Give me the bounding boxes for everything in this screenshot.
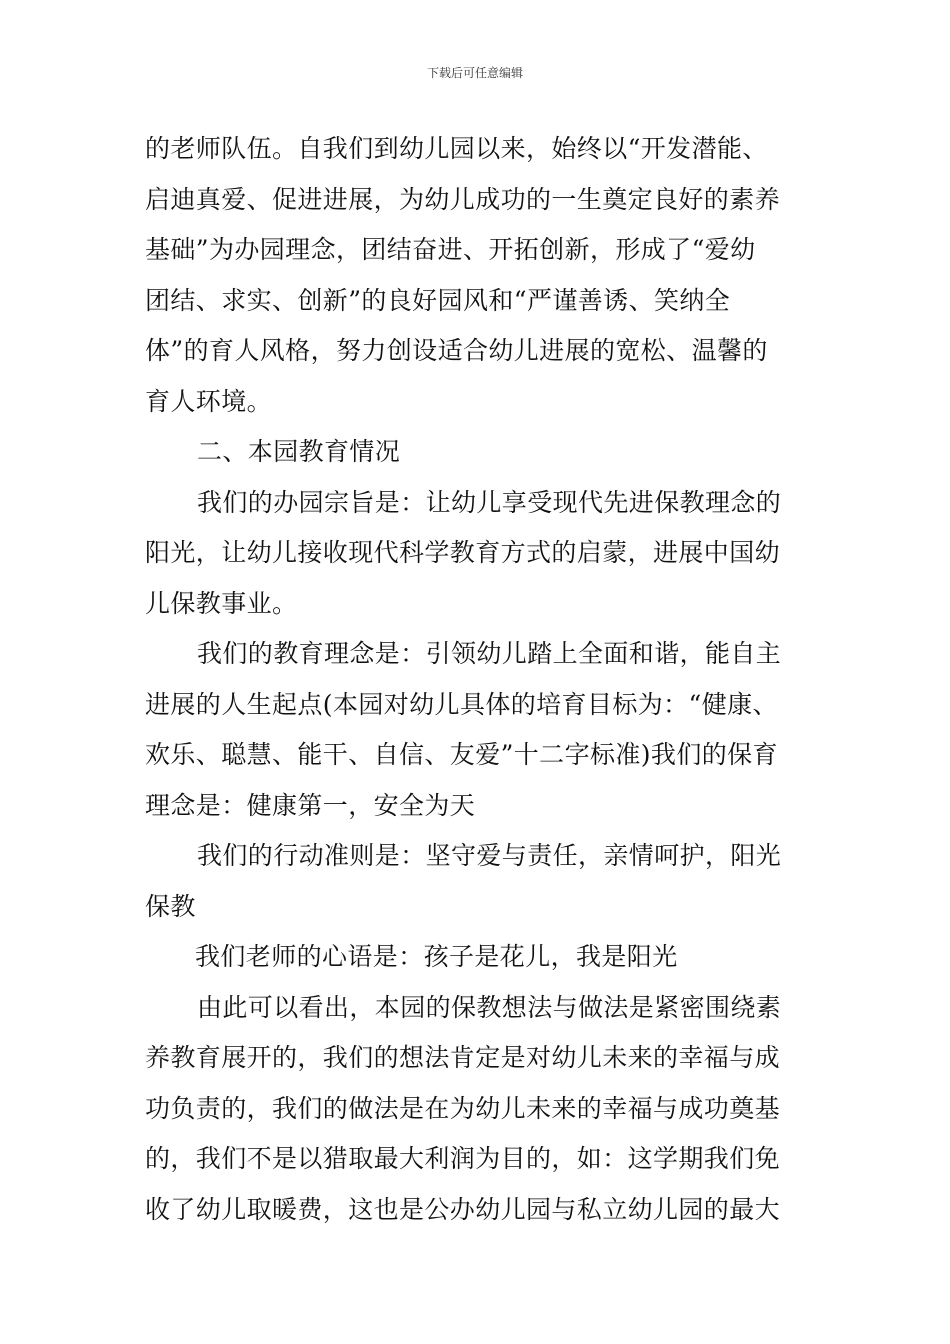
text-line: 我们的办园宗旨是：让幼儿享受现代先进保教理念的 [197, 487, 782, 517]
page-header: 下载后可任意编辑 [426, 66, 523, 80]
text-line: 功负责的，我们的做法是在为幼儿未来的幸福与成功奠基 [145, 1093, 781, 1123]
text-line: 儿保教事业。 [145, 588, 298, 618]
text-line: 育人环境。 [145, 386, 273, 416]
text-line: 团结、求实、创新”的良好园风和“严谨善诱、笑纳全 [145, 285, 731, 315]
text-line: 我们老师的心语是：孩子是花儿，我是阳光 [195, 942, 678, 971]
text-line: 进展的人生起点(本园对幼儿具体的培育目标为：“健康、 [145, 689, 778, 719]
text-line: 收了幼儿取暖费，这也是公办幼儿园与私立幼儿园的最大 [145, 1194, 781, 1224]
text-line: 启迪真爱、促进进展，为幼儿成功的一生奠定良好的素养 [145, 184, 781, 214]
text-line: 我们的教育理念是：引领幼儿踏上全面和谐，能自主 [197, 639, 782, 668]
text-line: 理念是：健康第一，安全为天 [145, 790, 476, 820]
text-line: 我们的行动准则是：坚守爱与责任，亲情呵护，阳光 [197, 841, 782, 870]
text-line: 二、本园教育情况 [197, 437, 401, 466]
text-line: 体”的育人风格，努力创设适合幼儿进展的宽松、温馨的 [145, 336, 768, 365]
text-line: 的老师队伍。自我们到幼儿园以来，始终以“开发潜能、 [145, 134, 768, 163]
text-line: 保教 [145, 891, 196, 921]
text-line: 阳光，让幼儿接收现代科学教育方式的启蒙，进展中国幼 [145, 538, 781, 567]
text-line: 欢乐、聪慧、能干、自信、友爱”十二字标准)我们的保育 [145, 740, 778, 769]
text-line: 的，我们不是以猎取最大利润为目的，如：这学期我们免 [145, 1144, 781, 1173]
text-line: 由此可以看出，本园的保教想法与做法是紧密围绕素 [197, 992, 782, 1022]
document-body [145, 124, 805, 1235]
text-line: 养教育展开的，我们的想法肯定是对幼儿未来的幸福与成 [145, 1043, 781, 1072]
text-line: 基础”为办园理念，团结奋进、开拓创新，形成了“爱幼 [145, 235, 756, 264]
